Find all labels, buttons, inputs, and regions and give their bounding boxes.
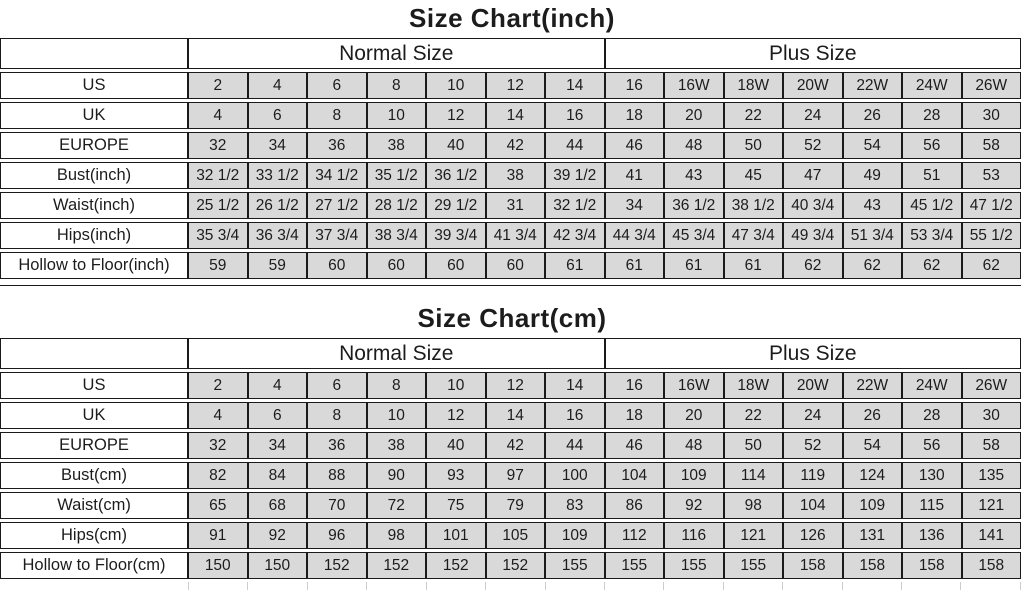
cutoff-gridline [960,582,1020,590]
value-cell: 59 [188,252,248,279]
value-cell: 36 [307,132,367,159]
value-cell: 40 3/4 [783,192,843,219]
value-cell: 50 [724,432,784,459]
value-cell: 34 [248,432,308,459]
value-cell: 10 [367,402,427,429]
value-cell: 16W [664,372,724,399]
value-cell: 51 [902,162,962,189]
value-cell: 131 [843,522,903,549]
value-cell: 44 [545,132,605,159]
value-cell: 24 [783,402,843,429]
value-cell: 29 1/2 [426,192,486,219]
value-cell: 53 3/4 [902,222,962,249]
value-cell: 126 [783,522,843,549]
value-cell: 28 1/2 [367,192,427,219]
value-cell: 4 [248,372,308,399]
value-cell: 10 [367,102,427,129]
value-cell: 22 [724,102,784,129]
value-cell: 109 [843,492,903,519]
cutoff-gridline [723,582,782,590]
value-cell: 24W [902,72,962,99]
row-label: US [0,72,188,99]
table-row [0,132,1021,159]
cutoff-gridline [366,582,425,590]
value-cell: 59 [248,252,308,279]
row-label: UK [0,102,188,129]
value-cell: 104 [605,462,665,489]
value-cell: 30 [962,102,1022,129]
value-cell: 130 [902,462,962,489]
cutoff-gridline [247,582,306,590]
cutoff-gridline [485,582,544,590]
row-label: Hips(inch) [0,222,188,249]
value-cell: 6 [307,72,367,99]
value-cell: 92 [664,492,724,519]
value-cell: 26 [843,402,903,429]
value-cell: 98 [724,492,784,519]
value-cell: 60 [486,252,546,279]
value-cell: 105 [486,522,546,549]
value-cell: 32 1/2 [545,192,605,219]
value-cell: 16 [545,402,605,429]
cutoff-gridline [604,582,663,590]
value-cell: 54 [843,132,903,159]
value-cell: 26 1/2 [248,192,308,219]
value-cell: 61 [605,252,665,279]
value-cell: 60 [367,252,427,279]
value-cell: 49 3/4 [783,222,843,249]
value-cell: 53 [962,162,1022,189]
value-cell: 101 [426,522,486,549]
column-group-plus-size: Plus Size [605,338,1022,369]
value-cell: 2 [188,372,248,399]
value-cell: 135 [962,462,1022,489]
value-cell: 44 [545,432,605,459]
table-row [0,192,1021,219]
value-cell: 38 1/2 [724,192,784,219]
row-label: Hollow to Floor(inch) [0,252,188,279]
size-table-cm [0,335,1021,582]
cutoff-gridline [307,582,366,590]
row-label: UK [0,402,188,429]
value-cell: 18W [724,72,784,99]
value-cell: 40 [426,432,486,459]
value-cell: 112 [605,522,665,549]
table-row [0,522,1021,549]
value-cell: 46 [605,432,665,459]
value-cell: 60 [426,252,486,279]
value-cell: 84 [248,462,308,489]
value-cell: 39 3/4 [426,222,486,249]
value-cell: 34 [248,132,308,159]
value-cell: 104 [783,492,843,519]
value-cell: 8 [367,72,427,99]
value-cell: 50 [724,132,784,159]
value-cell: 33 1/2 [248,162,308,189]
value-cell: 152 [367,552,427,579]
value-cell: 43 [843,192,903,219]
value-cell: 62 [902,252,962,279]
value-cell: 22W [843,72,903,99]
value-cell: 8 [307,102,367,129]
corner-cell [0,38,188,69]
row-label: Bust(inch) [0,162,188,189]
value-cell: 41 3/4 [486,222,546,249]
value-cell: 14 [486,402,546,429]
value-cell: 56 [902,132,962,159]
value-cell: 60 [307,252,367,279]
value-cell: 32 1/2 [188,162,248,189]
size-chart-inch-section [0,0,1024,286]
value-cell: 150 [248,552,308,579]
value-cell: 61 [724,252,784,279]
value-cell: 55 1/2 [962,222,1022,249]
value-cell: 52 [783,432,843,459]
value-cell: 36 1/2 [426,162,486,189]
table-row [0,552,1021,579]
column-group-normal-size: Normal Size [188,38,605,69]
value-cell: 109 [664,462,724,489]
row-label: Waist(cm) [0,492,188,519]
row-label: Waist(inch) [0,192,188,219]
value-cell: 83 [545,492,605,519]
value-cell: 82 [188,462,248,489]
value-cell: 30 [962,402,1022,429]
value-cell: 36 3/4 [248,222,308,249]
value-cell: 2 [188,72,248,99]
value-cell: 124 [843,462,903,489]
cutoff-gridline [782,582,841,590]
value-cell: 72 [367,492,427,519]
value-cell: 40 [426,132,486,159]
cutoff-gridline [901,582,960,590]
row-label: EUROPE [0,132,188,159]
value-cell: 6 [248,102,308,129]
size-chart-cm-section [0,300,1024,590]
value-cell: 36 [307,432,367,459]
value-cell: 47 [783,162,843,189]
value-cell: 155 [724,552,784,579]
value-cell: 92 [248,522,308,549]
chart-title-inch: Size Chart(inch) [409,3,615,33]
value-cell: 75 [426,492,486,519]
value-cell: 28 [902,102,962,129]
table-row [0,252,1021,279]
chart-title-cm: Size Chart(cm) [417,303,607,333]
value-cell: 48 [664,132,724,159]
value-cell: 62 [843,252,903,279]
table-row [0,102,1021,129]
cutoff-gridline [842,582,901,590]
value-cell: 150 [188,552,248,579]
value-cell: 38 3/4 [367,222,427,249]
value-cell: 158 [962,552,1022,579]
row-label: Hollow to Floor(cm) [0,552,188,579]
value-cell: 62 [962,252,1022,279]
row-label: Bust(cm) [0,462,188,489]
value-cell: 42 3/4 [545,222,605,249]
value-cell: 41 [605,162,665,189]
value-cell: 158 [843,552,903,579]
value-cell: 18 [605,402,665,429]
value-cell: 4 [188,402,248,429]
value-cell: 43 [664,162,724,189]
value-cell: 4 [188,102,248,129]
value-cell: 158 [902,552,962,579]
value-cell: 152 [426,552,486,579]
value-cell: 98 [367,522,427,549]
value-cell: 109 [545,522,605,549]
value-cell: 24W [902,372,962,399]
value-cell: 91 [188,522,248,549]
value-cell: 22W [843,372,903,399]
row-label: US [0,372,188,399]
column-group-normal-size: Normal Size [188,338,605,369]
table-row [0,402,1021,429]
value-cell: 18W [724,372,784,399]
value-cell: 46 [605,132,665,159]
value-cell: 116 [664,522,724,549]
value-cell: 27 1/2 [307,192,367,219]
value-cell: 114 [724,462,784,489]
value-cell: 152 [486,552,546,579]
value-cell: 38 [367,132,427,159]
value-cell: 119 [783,462,843,489]
table-row [0,222,1021,249]
table-row [0,72,1021,99]
value-cell: 58 [962,432,1022,459]
value-cell: 65 [188,492,248,519]
value-cell: 25 1/2 [188,192,248,219]
value-cell: 115 [902,492,962,519]
table-row [0,162,1021,189]
value-cell: 97 [486,462,546,489]
value-cell: 10 [426,372,486,399]
value-cell: 121 [962,492,1022,519]
value-cell: 155 [545,552,605,579]
value-cell: 26 [843,102,903,129]
value-cell: 24 [783,102,843,129]
value-cell: 20W [783,72,843,99]
table-row [0,372,1021,399]
cutoff-gridline [188,582,247,590]
value-cell: 88 [307,462,367,489]
value-cell: 42 [486,432,546,459]
value-cell: 62 [783,252,843,279]
table-row [0,492,1021,519]
value-cell: 14 [486,102,546,129]
cutoff-gridline [545,582,604,590]
row-label: Hips(cm) [0,522,188,549]
value-cell: 16 [545,102,605,129]
value-cell: 39 1/2 [545,162,605,189]
table-row [0,462,1021,489]
value-cell: 158 [783,552,843,579]
column-group-plus-size: Plus Size [605,38,1022,69]
value-cell: 34 [605,192,665,219]
value-cell: 100 [545,462,605,489]
value-cell: 79 [486,492,546,519]
value-cell: 51 3/4 [843,222,903,249]
value-cell: 45 [724,162,784,189]
value-cell: 6 [307,372,367,399]
value-cell: 28 [902,402,962,429]
value-cell: 35 1/2 [367,162,427,189]
size-table-inch [0,35,1021,282]
value-cell: 70 [307,492,367,519]
cutoff-next-row [188,582,1021,590]
value-cell: 12 [426,402,486,429]
value-cell: 136 [902,522,962,549]
size-table-cm-wrap [0,335,1021,582]
value-cell: 20 [664,402,724,429]
value-cell: 16 [605,372,665,399]
value-cell: 47 3/4 [724,222,784,249]
value-cell: 56 [902,432,962,459]
value-cell: 44 3/4 [605,222,665,249]
group-header-row [0,38,1021,69]
value-cell: 20W [783,372,843,399]
table-row [0,432,1021,459]
value-cell: 12 [426,102,486,129]
value-cell: 58 [962,132,1022,159]
value-cell: 16 [605,72,665,99]
value-cell: 61 [664,252,724,279]
value-cell: 155 [664,552,724,579]
corner-cell [0,338,188,369]
value-cell: 96 [307,522,367,549]
value-cell: 47 1/2 [962,192,1022,219]
cutoff-gridline [426,582,485,590]
value-cell: 86 [605,492,665,519]
value-cell: 22 [724,402,784,429]
value-cell: 34 1/2 [307,162,367,189]
value-cell: 93 [426,462,486,489]
value-cell: 20 [664,102,724,129]
value-cell: 35 3/4 [188,222,248,249]
value-cell: 4 [248,72,308,99]
value-cell: 32 [188,432,248,459]
value-cell: 8 [367,372,427,399]
size-table-inch-wrap [0,35,1021,286]
value-cell: 6 [248,402,308,429]
value-cell: 155 [605,552,665,579]
value-cell: 42 [486,132,546,159]
value-cell: 14 [545,72,605,99]
value-cell: 37 3/4 [307,222,367,249]
value-cell: 12 [486,72,546,99]
value-cell: 36 1/2 [664,192,724,219]
value-cell: 12 [486,372,546,399]
value-cell: 45 1/2 [902,192,962,219]
value-cell: 10 [426,72,486,99]
value-cell: 68 [248,492,308,519]
value-cell: 54 [843,432,903,459]
value-cell: 26W [962,72,1022,99]
value-cell: 52 [783,132,843,159]
value-cell: 31 [486,192,546,219]
value-cell: 152 [307,552,367,579]
value-cell: 8 [307,402,367,429]
value-cell: 121 [724,522,784,549]
value-cell: 38 [367,432,427,459]
value-cell: 32 [188,132,248,159]
value-cell: 45 3/4 [664,222,724,249]
value-cell: 26W [962,372,1022,399]
value-cell: 14 [545,372,605,399]
value-cell: 141 [962,522,1022,549]
cutoff-gridline [663,582,722,590]
value-cell: 18 [605,102,665,129]
group-header-row [0,338,1021,369]
value-cell: 38 [486,162,546,189]
value-cell: 49 [843,162,903,189]
row-label: EUROPE [0,432,188,459]
value-cell: 61 [545,252,605,279]
value-cell: 48 [664,432,724,459]
value-cell: 16W [664,72,724,99]
value-cell: 90 [367,462,427,489]
